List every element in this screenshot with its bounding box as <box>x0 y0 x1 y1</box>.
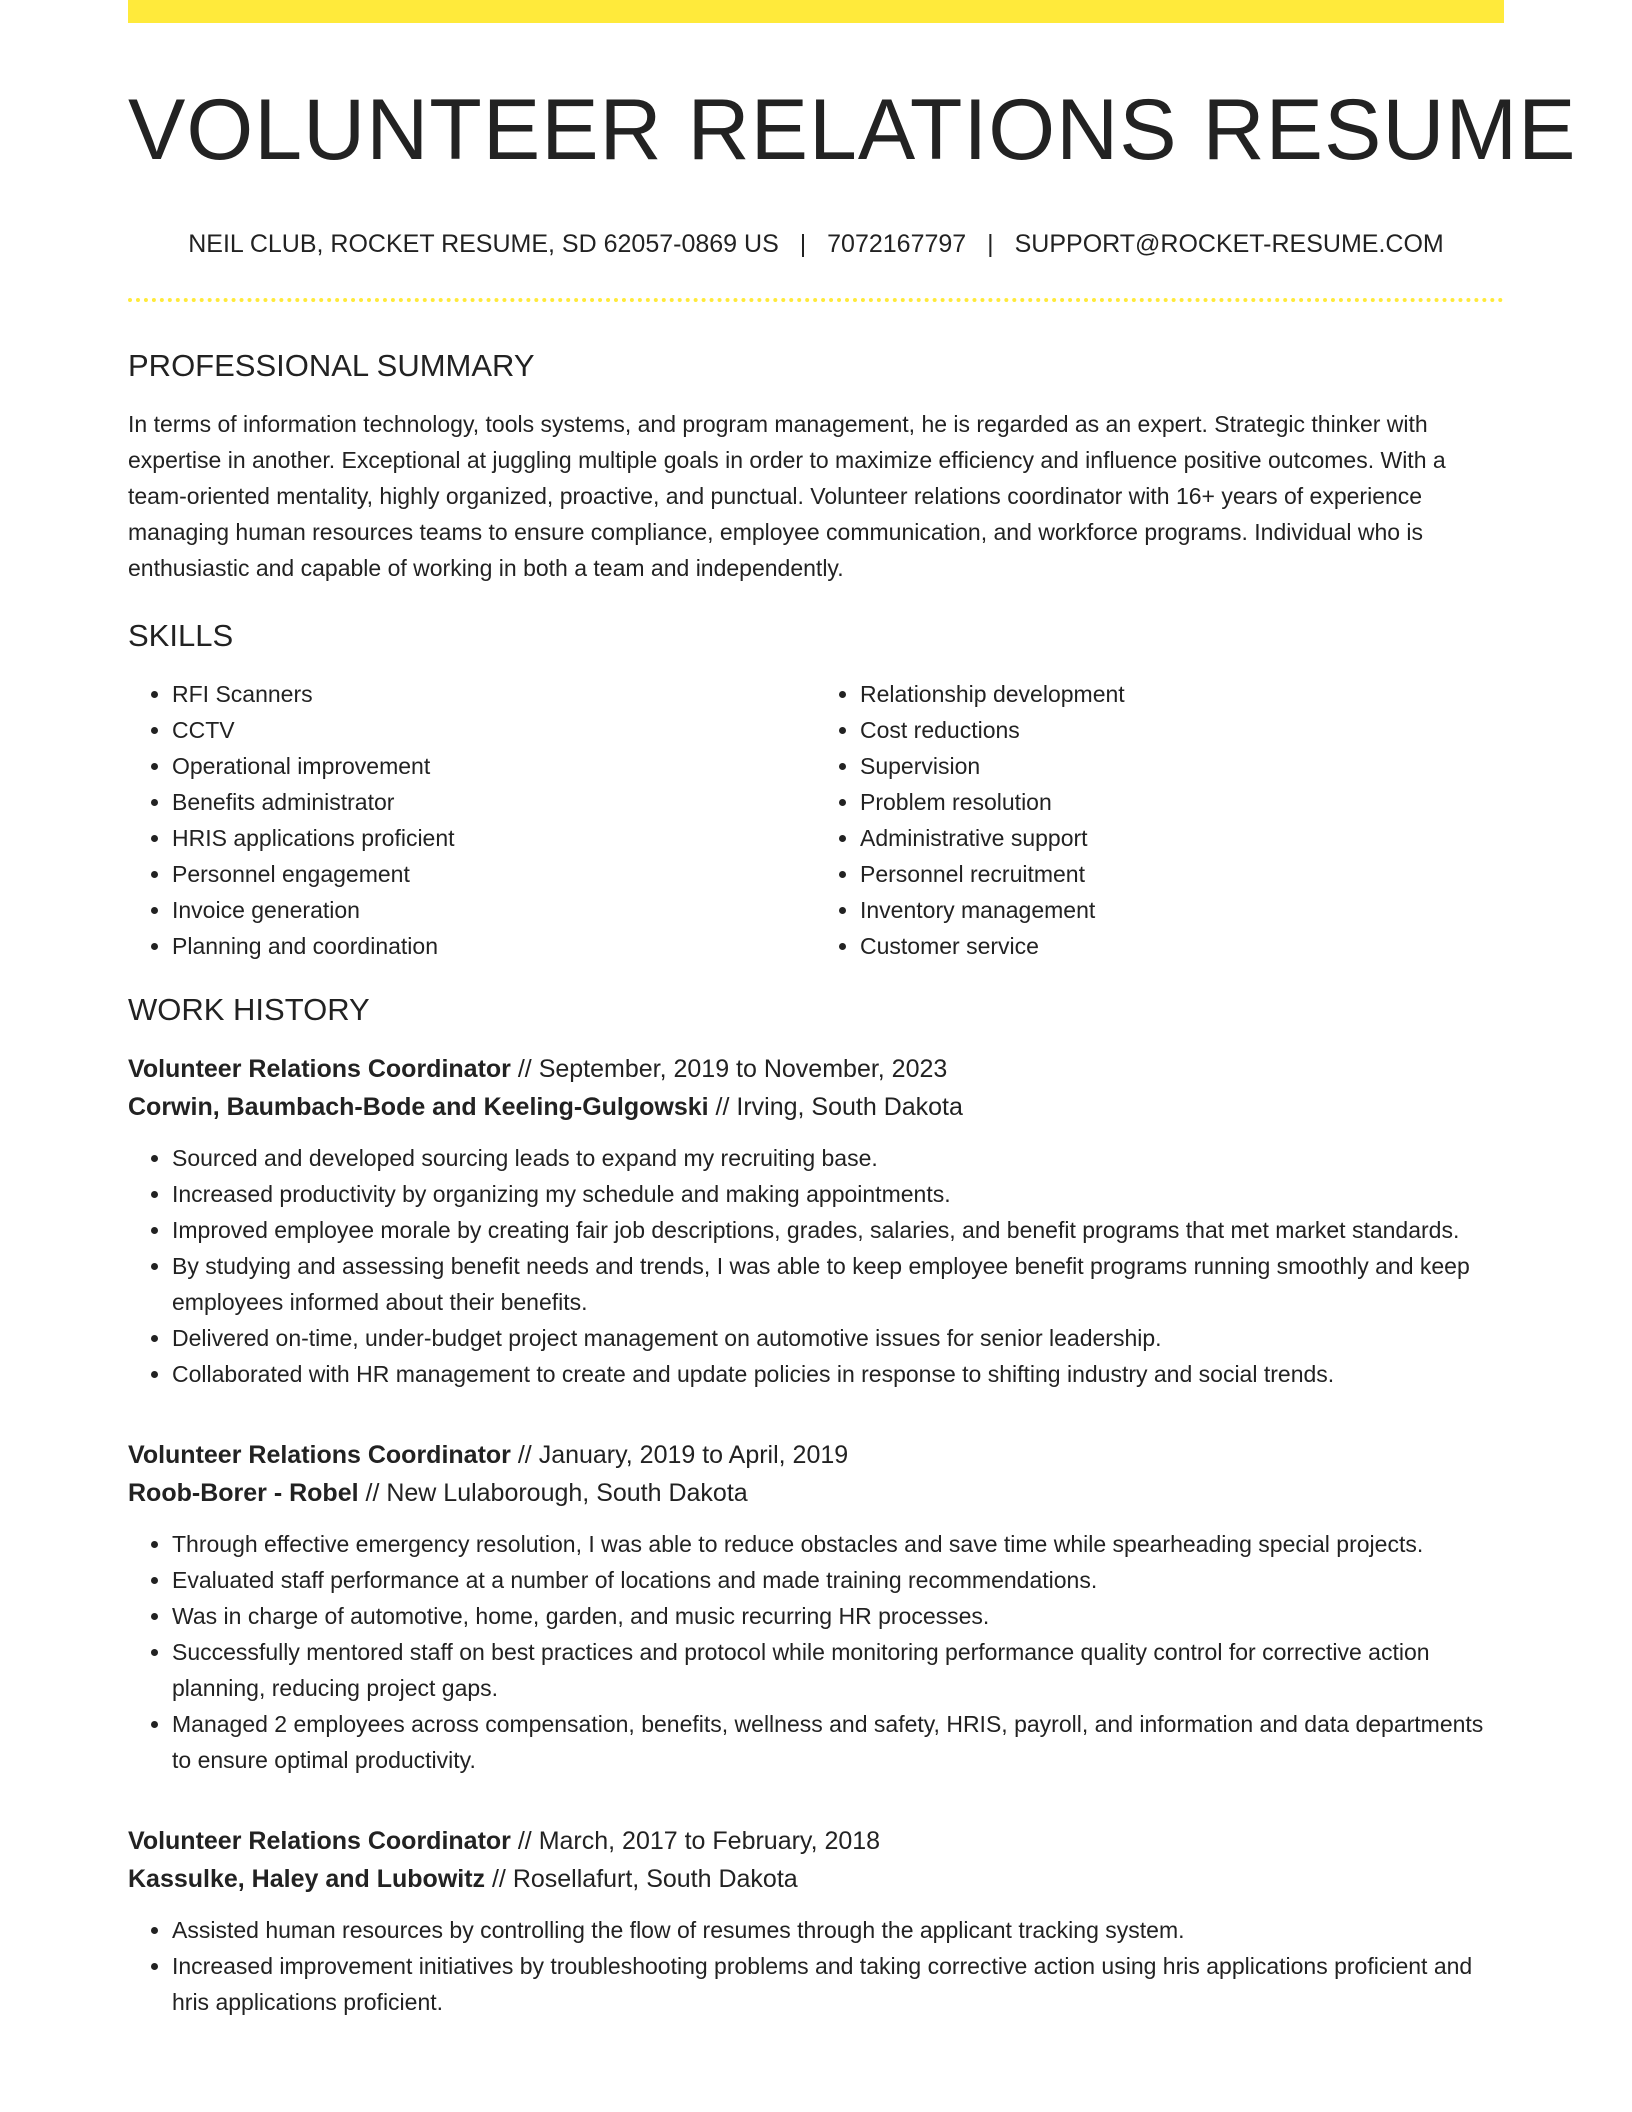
job-company-line <box>128 1474 1504 1512</box>
job-title-line <box>128 1436 1504 1474</box>
skill-item: • HRIS applications proficient <box>172 820 816 856</box>
job-dates: // March, 2017 to February, 2018 <box>510 1827 881 1855</box>
skill-item: • Problem resolution <box>860 784 1504 820</box>
job-location: // Rosellafurt, South Dakota <box>485 1865 798 1893</box>
skill-item: • Operational improvement <box>172 748 816 784</box>
job-title: Volunteer Relations Coordinator <box>128 1055 511 1083</box>
skill-item: • Inventory management <box>860 892 1504 928</box>
job-entry <box>128 1436 1504 1778</box>
job-bullet: • Delivered on-time, under-budget project management on automotive issues for senior leadership. <box>172 1320 1504 1356</box>
dotted-divider <box>128 298 1504 302</box>
job-dates: // January, 2019 to April, 2019 <box>510 1441 849 1469</box>
skill-item: • Benefits administrator <box>172 784 816 820</box>
contact-line <box>128 228 1504 260</box>
job-title: Volunteer Relations Coordinator <box>128 1441 511 1469</box>
skill-item: • Personnel engagement <box>172 856 816 892</box>
skill-item: • Planning and coordination <box>172 928 816 964</box>
job-title: Volunteer Relations Coordinator <box>128 1827 511 1855</box>
work-history-heading: WORK HISTORY <box>128 992 370 1027</box>
resume-title: VOLUNTEER RELATIONS RESUME <box>128 82 1577 178</box>
resume-content <box>128 0 1577 2020</box>
job-location: // New Lulaborough, South Dakota <box>358 1479 748 1507</box>
skill-item: • Customer service <box>860 928 1504 964</box>
contact-address: NEIL CLUB, ROCKET RESUME, SD 62057-0869 US <box>188 230 779 258</box>
contact-separator: | <box>799 230 807 258</box>
job-bullet: • Increased productivity by organizing my schedule and making appointments. <box>172 1176 1504 1212</box>
skill-item: • RFI Scanners <box>172 676 816 712</box>
contact-separator: | <box>987 230 994 258</box>
job-bullet: • Successfully mentored staff on best practices and protocol while monitoring performance quality control for corrective action planning, reducing project gaps. <box>172 1634 1504 1706</box>
skills-grid <box>128 676 1504 964</box>
job-bullets <box>128 1912 1504 2020</box>
skills-heading: SKILLS <box>128 618 234 653</box>
job-company: Roob-Borer - Robel <box>128 1479 359 1507</box>
job-company: Kassulke, Haley and Lubowitz <box>128 1865 486 1893</box>
job-entry <box>128 1050 1504 1392</box>
skills-column-left <box>128 676 816 964</box>
skill-item: • Cost reductions <box>860 712 1504 748</box>
skill-item: • Administrative support <box>860 820 1504 856</box>
skill-item: • Personnel recruitment <box>860 856 1504 892</box>
job-title-line <box>128 1822 1504 1860</box>
job-bullet: • Collaborated with HR management to create and update policies in response to shifting industry and social trends. <box>172 1356 1504 1392</box>
skill-item: • Invoice generation <box>172 892 816 928</box>
contact-phone: 7072167797 <box>827 230 967 258</box>
job-entry <box>128 1822 1504 2020</box>
job-bullet: • Increased improvement initiatives by troubleshooting problems and taking corrective action using hris applications proficient and hris applications proficient. <box>172 1948 1504 2020</box>
job-company-line <box>128 1860 1504 1898</box>
job-bullet: • Managed 2 employees across compensation, benefits, wellness and safety, HRIS, payroll, and information and data departments to ensure optimal productivity. <box>172 1706 1504 1778</box>
job-bullet: • Evaluated staff performance at a number of locations and made training recommendations. <box>172 1562 1504 1598</box>
job-bullet: • Sourced and developed sourcing leads to expand my recruiting base. <box>172 1140 1504 1176</box>
job-company: Corwin, Baumbach-Bode and Keeling-Gulgowski <box>128 1093 709 1121</box>
summary-heading: PROFESSIONAL SUMMARY <box>128 348 535 383</box>
job-bullet: • Assisted human resources by controlling the flow of resumes through the applicant tracking system. <box>172 1912 1504 1948</box>
job-bullet: • Was in charge of automotive, home, garden, and music recurring HR processes. <box>172 1598 1504 1634</box>
job-location: // Irving, South Dakota <box>708 1093 963 1121</box>
skill-item: • CCTV <box>172 712 816 748</box>
summary-text: In terms of information technology, tools systems, and program management, he is regarded as an expert. Strategic thinker with expertise in another. Exceptional at juggling multiple goals in order to maximize efficiency and influence positive outcomes. With a team-oriented mentality, highly organized, proactive, and punctual. Volunteer relations coordinator with 16+ years of experience managing human resources teams to ensure compliance, employee communication, and workforce programs. Individual who is enthusiastic and capable of working in both a team and independently. <box>128 411 1446 581</box>
job-bullet: • By studying and assessing benefit needs and trends, I was able to keep employee benefit programs running smoothly and keep employees informed about their benefits. <box>172 1248 1504 1320</box>
job-company-line <box>128 1088 1504 1126</box>
job-bullets <box>128 1140 1504 1392</box>
skill-item: • Relationship development <box>860 676 1504 712</box>
contact-email: SUPPORT@ROCKET-RESUME.COM <box>1014 230 1444 258</box>
job-bullet: • Improved employee morale by creating fair job descriptions, grades, salaries, and benefit programs that met market standards. <box>172 1212 1504 1248</box>
job-bullet: • Through effective emergency resolution, I was able to reduce obstacles and save time while spearheading special projects. <box>172 1526 1504 1562</box>
job-bullets <box>128 1526 1504 1778</box>
job-title-line <box>128 1050 1504 1088</box>
skills-column-right <box>816 676 1504 964</box>
skill-item: • Supervision <box>860 748 1504 784</box>
job-dates: // September, 2019 to November, 2023 <box>510 1055 948 1083</box>
